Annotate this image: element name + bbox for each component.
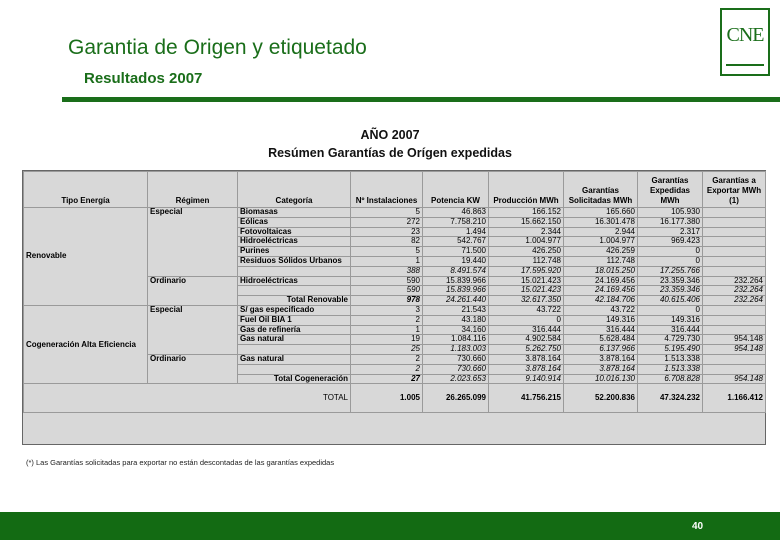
- value-cell: 0: [489, 315, 564, 325]
- grand-total-potencia: 26.265.099: [423, 384, 489, 413]
- value-cell: 590: [351, 276, 423, 286]
- title-rule: [62, 97, 780, 102]
- value-cell: 2.944: [564, 227, 638, 237]
- value-cell: 1.004.977: [564, 237, 638, 247]
- value-cell: 23: [351, 227, 423, 237]
- value-cell: 23.359.346: [638, 286, 703, 296]
- value-cell: 2.023.653: [423, 374, 489, 384]
- category-cell: Eólicas: [238, 217, 351, 227]
- value-cell: 165.660: [564, 208, 638, 218]
- value-cell: 27: [351, 374, 423, 384]
- value-cell: 1: [351, 325, 423, 335]
- value-cell: 316.444: [564, 325, 638, 335]
- footnote: (*) Las Garantías solicitadas para exportar no están descontadas de las garantías expedidas: [26, 458, 335, 467]
- value-cell: [703, 217, 766, 227]
- value-cell: 0: [638, 256, 703, 266]
- value-cell: 5.628.484: [564, 335, 638, 345]
- footer-bar: [0, 512, 780, 540]
- page-number: 40: [692, 521, 704, 532]
- category-cell: Gas de refinería: [238, 325, 351, 335]
- value-cell: 46.863: [423, 208, 489, 218]
- value-cell: 6.137.966: [564, 345, 638, 355]
- value-cell: 954.148: [703, 335, 766, 345]
- value-cell: 4.729.730: [638, 335, 703, 345]
- category-cell: Hidroeléctricas: [238, 237, 351, 247]
- grand-total-expedidas: 47.324.232: [638, 384, 703, 413]
- grand-total-label: TOTAL: [24, 384, 351, 413]
- value-cell: 24.169.456: [564, 286, 638, 296]
- col-header-exportar: Garantías a Exportar MWh (1): [703, 172, 766, 208]
- value-cell: 16.301.478: [564, 217, 638, 227]
- value-cell: 166.152: [489, 208, 564, 218]
- grand-total-instalaciones: 1.005: [351, 384, 423, 413]
- value-cell: 2: [351, 315, 423, 325]
- value-cell: 3: [351, 305, 423, 315]
- value-cell: 15.021.423: [489, 276, 564, 286]
- guarantees-table: [23, 171, 766, 413]
- value-cell: 3.878.164: [489, 354, 564, 364]
- value-cell: 730.660: [423, 354, 489, 364]
- value-cell: 0: [638, 247, 703, 257]
- guarantees-table-container: [22, 170, 766, 445]
- value-cell: 232.264: [703, 296, 766, 306]
- value-cell: 2: [351, 354, 423, 364]
- value-cell: 5.262.750: [489, 345, 564, 355]
- value-cell: 426.259: [564, 247, 638, 257]
- category-cell: Purines: [238, 247, 351, 257]
- value-cell: 1.084.116: [423, 335, 489, 345]
- col-header-tipo: Tipo Energía: [24, 172, 148, 208]
- value-cell: 316.444: [638, 325, 703, 335]
- category-cell: [238, 345, 351, 355]
- value-cell: 43.722: [564, 305, 638, 315]
- category-cell: Hidroeléctricas: [238, 276, 351, 286]
- value-cell: [703, 266, 766, 276]
- group-renovable: Renovable: [24, 208, 148, 306]
- value-cell: 15.839.966: [423, 286, 489, 296]
- value-cell: [703, 237, 766, 247]
- regimen-especial: Especial: [148, 305, 238, 354]
- category-cell: Gas natural: [238, 335, 351, 345]
- category-cell: Fotovoltaicas: [238, 227, 351, 237]
- value-cell: 23.359.346: [638, 276, 703, 286]
- value-cell: 149.316: [564, 315, 638, 325]
- regimen-ordinario: Ordinario: [148, 276, 238, 305]
- value-cell: 730.660: [423, 364, 489, 374]
- value-cell: 42.184.706: [564, 296, 638, 306]
- value-cell: 19.440: [423, 256, 489, 266]
- value-cell: 16.177.380: [638, 217, 703, 227]
- value-cell: 24.169.456: [564, 276, 638, 286]
- col-header-categoria: Categoría: [238, 172, 351, 208]
- value-cell: 21.543: [423, 305, 489, 315]
- category-cell: Residuos Sólidos Urbanos: [238, 256, 351, 266]
- value-cell: [703, 256, 766, 266]
- table-title-summary: Resúmen Garantías de Orígen expedidas: [268, 146, 512, 160]
- value-cell: 1: [351, 256, 423, 266]
- value-cell: 34.160: [423, 325, 489, 335]
- value-cell: [703, 227, 766, 237]
- value-cell: [703, 247, 766, 257]
- col-header-solicitadas: Garantías Solicitadas MWh: [564, 172, 638, 208]
- value-cell: 43.722: [489, 305, 564, 315]
- value-cell: [703, 364, 766, 374]
- value-cell: [703, 315, 766, 325]
- value-cell: 426.250: [489, 247, 564, 257]
- value-cell: 18.015.250: [564, 266, 638, 276]
- value-cell: 590: [351, 286, 423, 296]
- value-cell: 15.021.423: [489, 286, 564, 296]
- value-cell: [703, 354, 766, 364]
- page-title: Garantia de Origen y etiquetado: [68, 36, 367, 59]
- value-cell: 9.140.914: [489, 374, 564, 384]
- value-cell: 978: [351, 296, 423, 306]
- grand-total-solicitadas: 52.200.836: [564, 384, 638, 413]
- value-cell: 15.839.966: [423, 276, 489, 286]
- value-cell: 112.748: [564, 256, 638, 266]
- value-cell: 15.662.150: [489, 217, 564, 227]
- table-header-row: [24, 172, 766, 208]
- value-cell: 2.317: [638, 227, 703, 237]
- category-cell: Biomasas: [238, 208, 351, 218]
- col-header-potencia: Potencia KW: [423, 172, 489, 208]
- value-cell: [703, 305, 766, 315]
- category-cell: [238, 266, 351, 276]
- value-cell: 2: [351, 364, 423, 374]
- col-header-expedidas: Garantías Expedidas MWh: [638, 172, 703, 208]
- value-cell: 5.195.490: [638, 345, 703, 355]
- value-cell: 17.255.766: [638, 266, 703, 276]
- value-cell: 3.878.164: [489, 364, 564, 374]
- page-subtitle: Resultados 2007: [84, 70, 203, 87]
- value-cell: 1.494: [423, 227, 489, 237]
- value-cell: 32.617.350: [489, 296, 564, 306]
- value-cell: 316.444: [489, 325, 564, 335]
- value-cell: 954.148: [703, 374, 766, 384]
- value-cell: [703, 208, 766, 218]
- category-cell: Fuel Oil BIA 1: [238, 315, 351, 325]
- value-cell: 19: [351, 335, 423, 345]
- value-cell: 232.264: [703, 276, 766, 286]
- grand-total-row: [24, 384, 766, 413]
- value-cell: 6.708.828: [638, 374, 703, 384]
- table-title-year: AÑO 2007: [360, 128, 420, 142]
- grand-total-produccion: 41.756.215: [489, 384, 564, 413]
- value-cell: 232.264: [703, 286, 766, 296]
- category-cell: [238, 286, 351, 296]
- value-cell: 1.513.338: [638, 354, 703, 364]
- value-cell: 5: [351, 247, 423, 257]
- value-cell: 2.344: [489, 227, 564, 237]
- value-cell: 24.261.440: [423, 296, 489, 306]
- value-cell: 10.016.130: [564, 374, 638, 384]
- value-cell: 542.767: [423, 237, 489, 247]
- value-cell: 112.748: [489, 256, 564, 266]
- regimen-ordinario: Ordinario: [148, 354, 238, 383]
- value-cell: 105.930: [638, 208, 703, 218]
- value-cell: 3.878.164: [564, 364, 638, 374]
- logo-text: CNE: [726, 24, 764, 46]
- value-cell: 388: [351, 266, 423, 276]
- value-cell: 969.423: [638, 237, 703, 247]
- value-cell: 40.615.406: [638, 296, 703, 306]
- category-cell: [238, 364, 351, 374]
- category-cell: S/ gas especificado: [238, 305, 351, 315]
- group-cogeneracion: Cogeneración Alta Eficiencia: [24, 305, 148, 383]
- col-header-regimen: Régimen: [148, 172, 238, 208]
- value-cell: 8.491.574: [423, 266, 489, 276]
- value-cell: 82: [351, 237, 423, 247]
- col-header-instalaciones: Nº Instalaciones: [351, 172, 423, 208]
- value-cell: 17.595.920: [489, 266, 564, 276]
- value-cell: 3.878.164: [564, 354, 638, 364]
- table-row: [24, 305, 766, 315]
- value-cell: 71.500: [423, 247, 489, 257]
- total-renovable-label: Total Renovable: [238, 296, 351, 306]
- value-cell: 954.148: [703, 345, 766, 355]
- value-cell: 7.758.210: [423, 217, 489, 227]
- col-header-produccion: Producción MWh: [489, 172, 564, 208]
- value-cell: 43.180: [423, 315, 489, 325]
- cne-logo: [720, 8, 770, 76]
- value-cell: 272: [351, 217, 423, 227]
- value-cell: 5: [351, 208, 423, 218]
- grand-total-exportar: 1.166.412: [703, 384, 766, 413]
- total-cogeneracion-label: Total Cogeneración: [238, 374, 351, 384]
- value-cell: 4.902.584: [489, 335, 564, 345]
- value-cell: 25: [351, 345, 423, 355]
- category-cell: Gas natural: [238, 354, 351, 364]
- value-cell: 0: [638, 305, 703, 315]
- regimen-especial: Especial: [148, 208, 238, 277]
- value-cell: 1.183.003: [423, 345, 489, 355]
- value-cell: 149.316: [638, 315, 703, 325]
- value-cell: [703, 325, 766, 335]
- table-row: [24, 208, 766, 218]
- value-cell: 1.513.338: [638, 364, 703, 374]
- value-cell: 1.004.977: [489, 237, 564, 247]
